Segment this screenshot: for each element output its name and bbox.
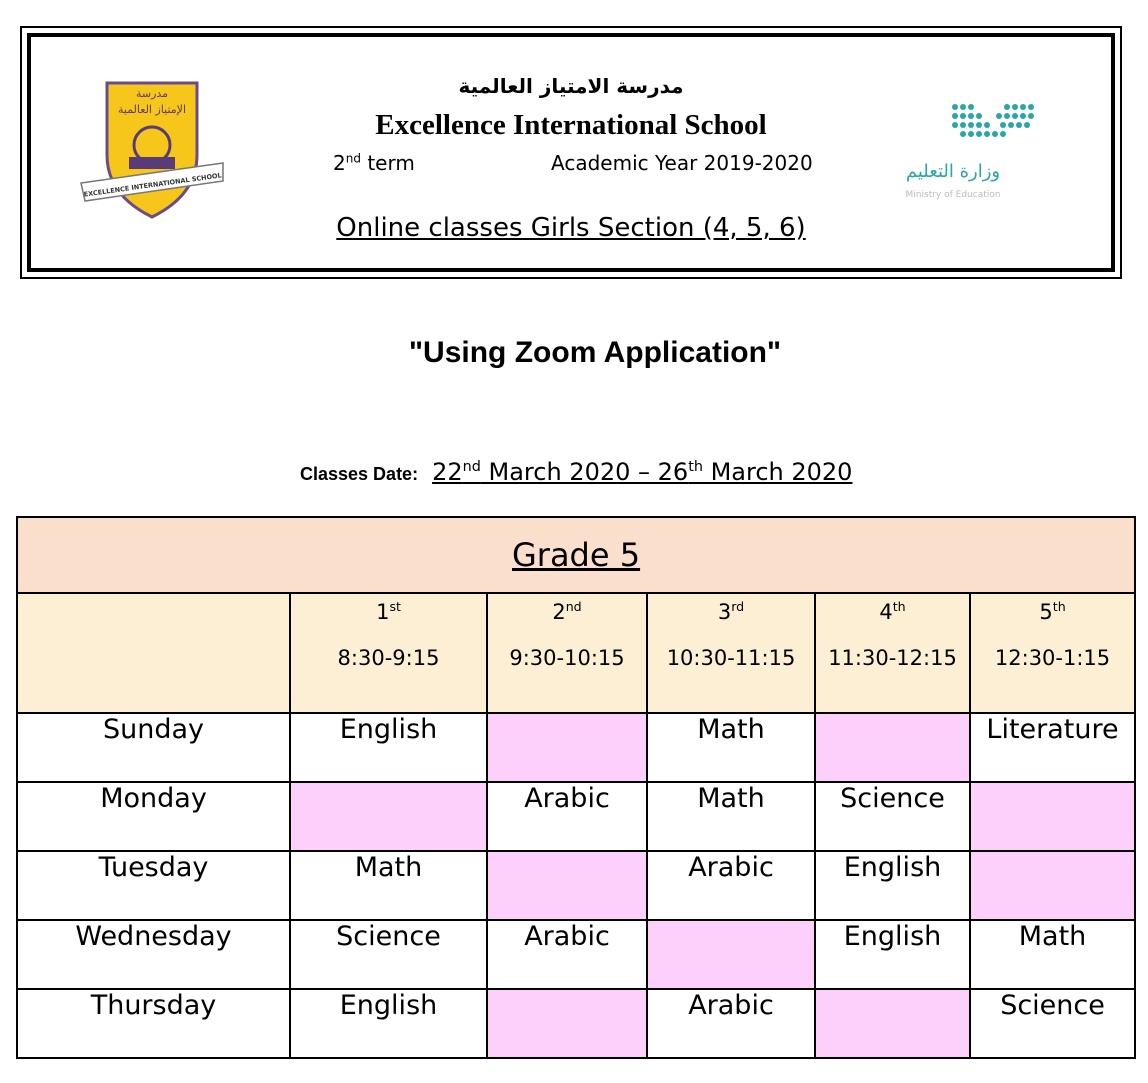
period-number: 4 bbox=[879, 600, 893, 624]
school-name: Excellence International School bbox=[375, 109, 767, 141]
period-header-5 bbox=[970, 593, 1135, 713]
ministry-arabic-name: وزارة التعليم bbox=[905, 161, 1001, 182]
class-cell: Math bbox=[970, 920, 1135, 989]
class-cell bbox=[487, 989, 647, 1058]
class-cell: English bbox=[815, 920, 970, 989]
day-row-monday bbox=[17, 782, 1135, 851]
period-header-3 bbox=[647, 593, 815, 713]
class-cell: English bbox=[290, 713, 487, 782]
class-cell: Arabic bbox=[647, 989, 815, 1058]
period-time: 12:30-1:15 bbox=[994, 646, 1111, 670]
section-title: Online classes Girls Section (4, 5, 6) bbox=[336, 213, 806, 243]
day-cell: Thursday bbox=[17, 989, 290, 1058]
period-number: 5 bbox=[1039, 600, 1053, 624]
class-cell: Science bbox=[815, 782, 970, 851]
ministry-logo-icon bbox=[903, 99, 1053, 214]
period-suffix: th bbox=[1052, 599, 1066, 614]
period-suffix: nd bbox=[565, 599, 582, 614]
grade-row bbox=[17, 517, 1135, 593]
class-cell: Arabic bbox=[487, 782, 647, 851]
class-cell: English bbox=[290, 989, 487, 1058]
class-cell bbox=[815, 989, 970, 1058]
classes-date-value bbox=[432, 458, 852, 486]
classes-date-label: Classes Date: bbox=[300, 464, 419, 484]
date-start-suffix: nd bbox=[462, 459, 481, 475]
period-time: 8:30-9:15 bbox=[337, 646, 440, 670]
class-cell bbox=[487, 713, 647, 782]
day-cell: Tuesday bbox=[17, 851, 290, 920]
class-cell bbox=[815, 713, 970, 782]
classes-date bbox=[300, 458, 852, 486]
class-cell: English bbox=[815, 851, 970, 920]
grade-header bbox=[17, 517, 1135, 593]
period-suffix: rd bbox=[731, 599, 745, 614]
period-time: 11:30-12:15 bbox=[828, 646, 957, 670]
term-number: 2 bbox=[333, 151, 346, 175]
timetable bbox=[16, 516, 1136, 1059]
term-text: term bbox=[360, 151, 415, 175]
term-suffix: nd bbox=[345, 151, 361, 166]
period-header-4 bbox=[815, 593, 970, 713]
period-corner-cell bbox=[17, 593, 290, 713]
zoom-title: "Using Zoom Application" bbox=[408, 336, 782, 369]
class-cell bbox=[647, 920, 815, 989]
period-time: 10:30-11:15 bbox=[666, 646, 796, 670]
term-label bbox=[333, 151, 415, 175]
date-range-text: March 2020 – 26 bbox=[480, 458, 689, 486]
date-start-number: 22 bbox=[432, 458, 463, 486]
class-cell: Science bbox=[970, 989, 1135, 1058]
class-cell bbox=[970, 782, 1135, 851]
period-suffix: th bbox=[892, 599, 906, 614]
period-number: 1 bbox=[376, 600, 390, 624]
class-cell: Arabic bbox=[647, 851, 815, 920]
day-row-tuesday bbox=[17, 851, 1135, 920]
class-cell: Literature bbox=[970, 713, 1135, 782]
arabic-school-title: مدرسة الامتياز العالمية bbox=[458, 74, 684, 98]
class-cell: Math bbox=[290, 851, 487, 920]
period-header-2 bbox=[487, 593, 647, 713]
period-header-row bbox=[17, 593, 1135, 713]
logo-arabic-line1: مدرسة bbox=[135, 87, 169, 100]
period-suffix: st bbox=[389, 599, 401, 614]
class-cell: Math bbox=[647, 713, 815, 782]
day-cell: Wednesday bbox=[17, 920, 290, 989]
grade-title: Grade 5 bbox=[511, 536, 641, 574]
academic-year: Academic Year 2019-2020 bbox=[551, 151, 813, 175]
class-cell bbox=[970, 851, 1135, 920]
period-number: 2 bbox=[552, 600, 566, 624]
logo-arabic-line2: الإمتياز العالمية bbox=[117, 103, 187, 116]
day-cell: Sunday bbox=[17, 713, 290, 782]
period-number: 3 bbox=[717, 600, 732, 624]
class-cell: Math bbox=[647, 782, 815, 851]
day-row-thursday bbox=[17, 989, 1135, 1058]
day-cell: Monday bbox=[17, 782, 290, 851]
class-cell bbox=[487, 851, 647, 920]
period-time: 9:30-10:15 bbox=[509, 646, 625, 670]
class-cell bbox=[290, 782, 487, 851]
period-header-1 bbox=[290, 593, 487, 713]
header-inner-box bbox=[27, 33, 1115, 272]
header-box bbox=[20, 26, 1122, 279]
day-row-wednesday bbox=[17, 920, 1135, 989]
logo-banner-text: EXCELLENCE INTERNATIONAL SCHOOL bbox=[83, 171, 223, 199]
date-end-text: March 2020 bbox=[702, 458, 853, 486]
class-cell: Science bbox=[290, 920, 487, 989]
class-cell: Arabic bbox=[487, 920, 647, 989]
day-row-sunday bbox=[17, 713, 1135, 782]
date-end-suffix: th bbox=[688, 459, 703, 475]
ministry-english-name: Ministry of Education bbox=[905, 190, 1001, 200]
